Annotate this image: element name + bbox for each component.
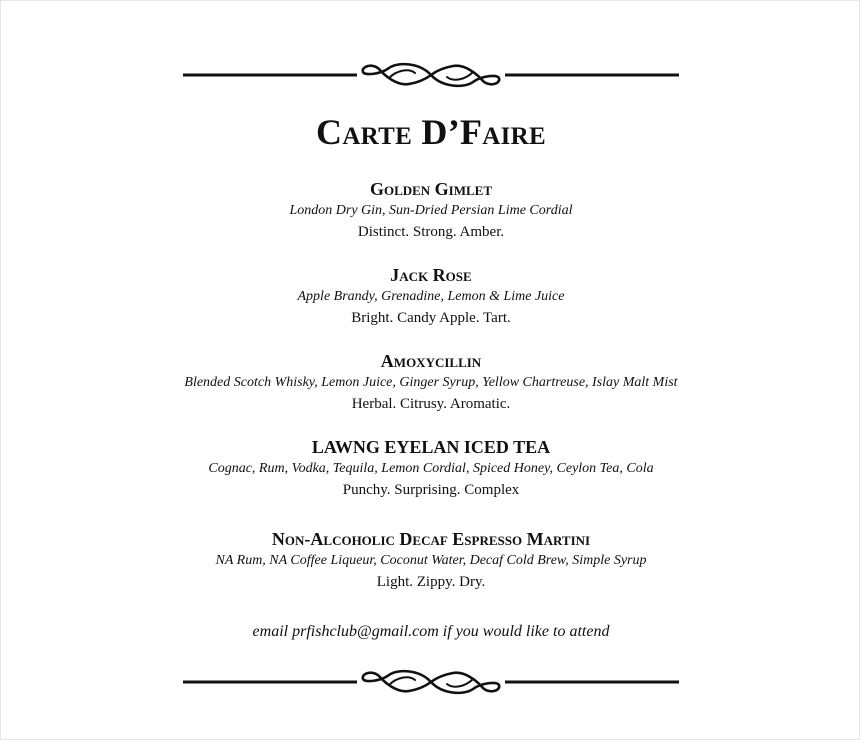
cocktail-name: Amoxycillin	[380, 351, 482, 371]
list-item	[1, 435, 860, 501]
cocktail-name: Golden Gimlet	[369, 179, 493, 199]
cocktail-tasting-notes: Bright. Candy Apple. Tart.	[351, 310, 511, 326]
cocktail-tasting-notes: Herbal. Citrusy. Aromatic.	[351, 396, 511, 412]
cocktail-tasting-notes: Punchy. Surprising. Complex	[342, 482, 520, 498]
cocktail-ingredients: Cognac, Rum, Vodka, Tequila, Lemon Cordial, Spiced Honey, Ceylon Tea, Cola	[208, 461, 654, 476]
list-item	[1, 527, 860, 593]
cocktail-ingredients: Blended Scotch Whisky, Lemon Juice, Ginger Syrup, Yellow Chartreuse, Islay Malt Mist	[184, 375, 678, 390]
cocktail-list	[1, 177, 860, 593]
cocktail-ingredients: Apple Brandy, Grenadine, Lemon & Lime Juice	[297, 289, 565, 304]
contact-note: email prfishclub@gmail.com if you would like to attend	[252, 623, 610, 640]
list-item	[1, 263, 860, 329]
flourish-divider-icon	[183, 60, 679, 90]
list-item	[1, 177, 860, 243]
cocktail-name: LAWNG EYELAN ICED TEA	[311, 437, 551, 457]
cocktail-tasting-notes: Light. Zippy. Dry.	[376, 574, 486, 590]
cocktail-name: Non-Alcoholic Decaf Espresso Martini	[271, 529, 591, 549]
cocktail-tasting-notes: Distinct. Strong. Amber.	[357, 224, 505, 240]
menu-title: Carte D’Faire	[316, 112, 546, 152]
cocktail-name: Jack Rose	[390, 265, 472, 285]
cocktail-ingredients: NA Rum, NA Coffee Liqueur, Coconut Water, Decaf Cold Brew, Simple Syrup	[215, 553, 647, 568]
cocktail-ingredients: London Dry Gin, Sun-Dried Persian Lime Cordial	[289, 203, 573, 218]
flourish-divider-icon	[183, 667, 679, 697]
list-item	[1, 349, 860, 415]
